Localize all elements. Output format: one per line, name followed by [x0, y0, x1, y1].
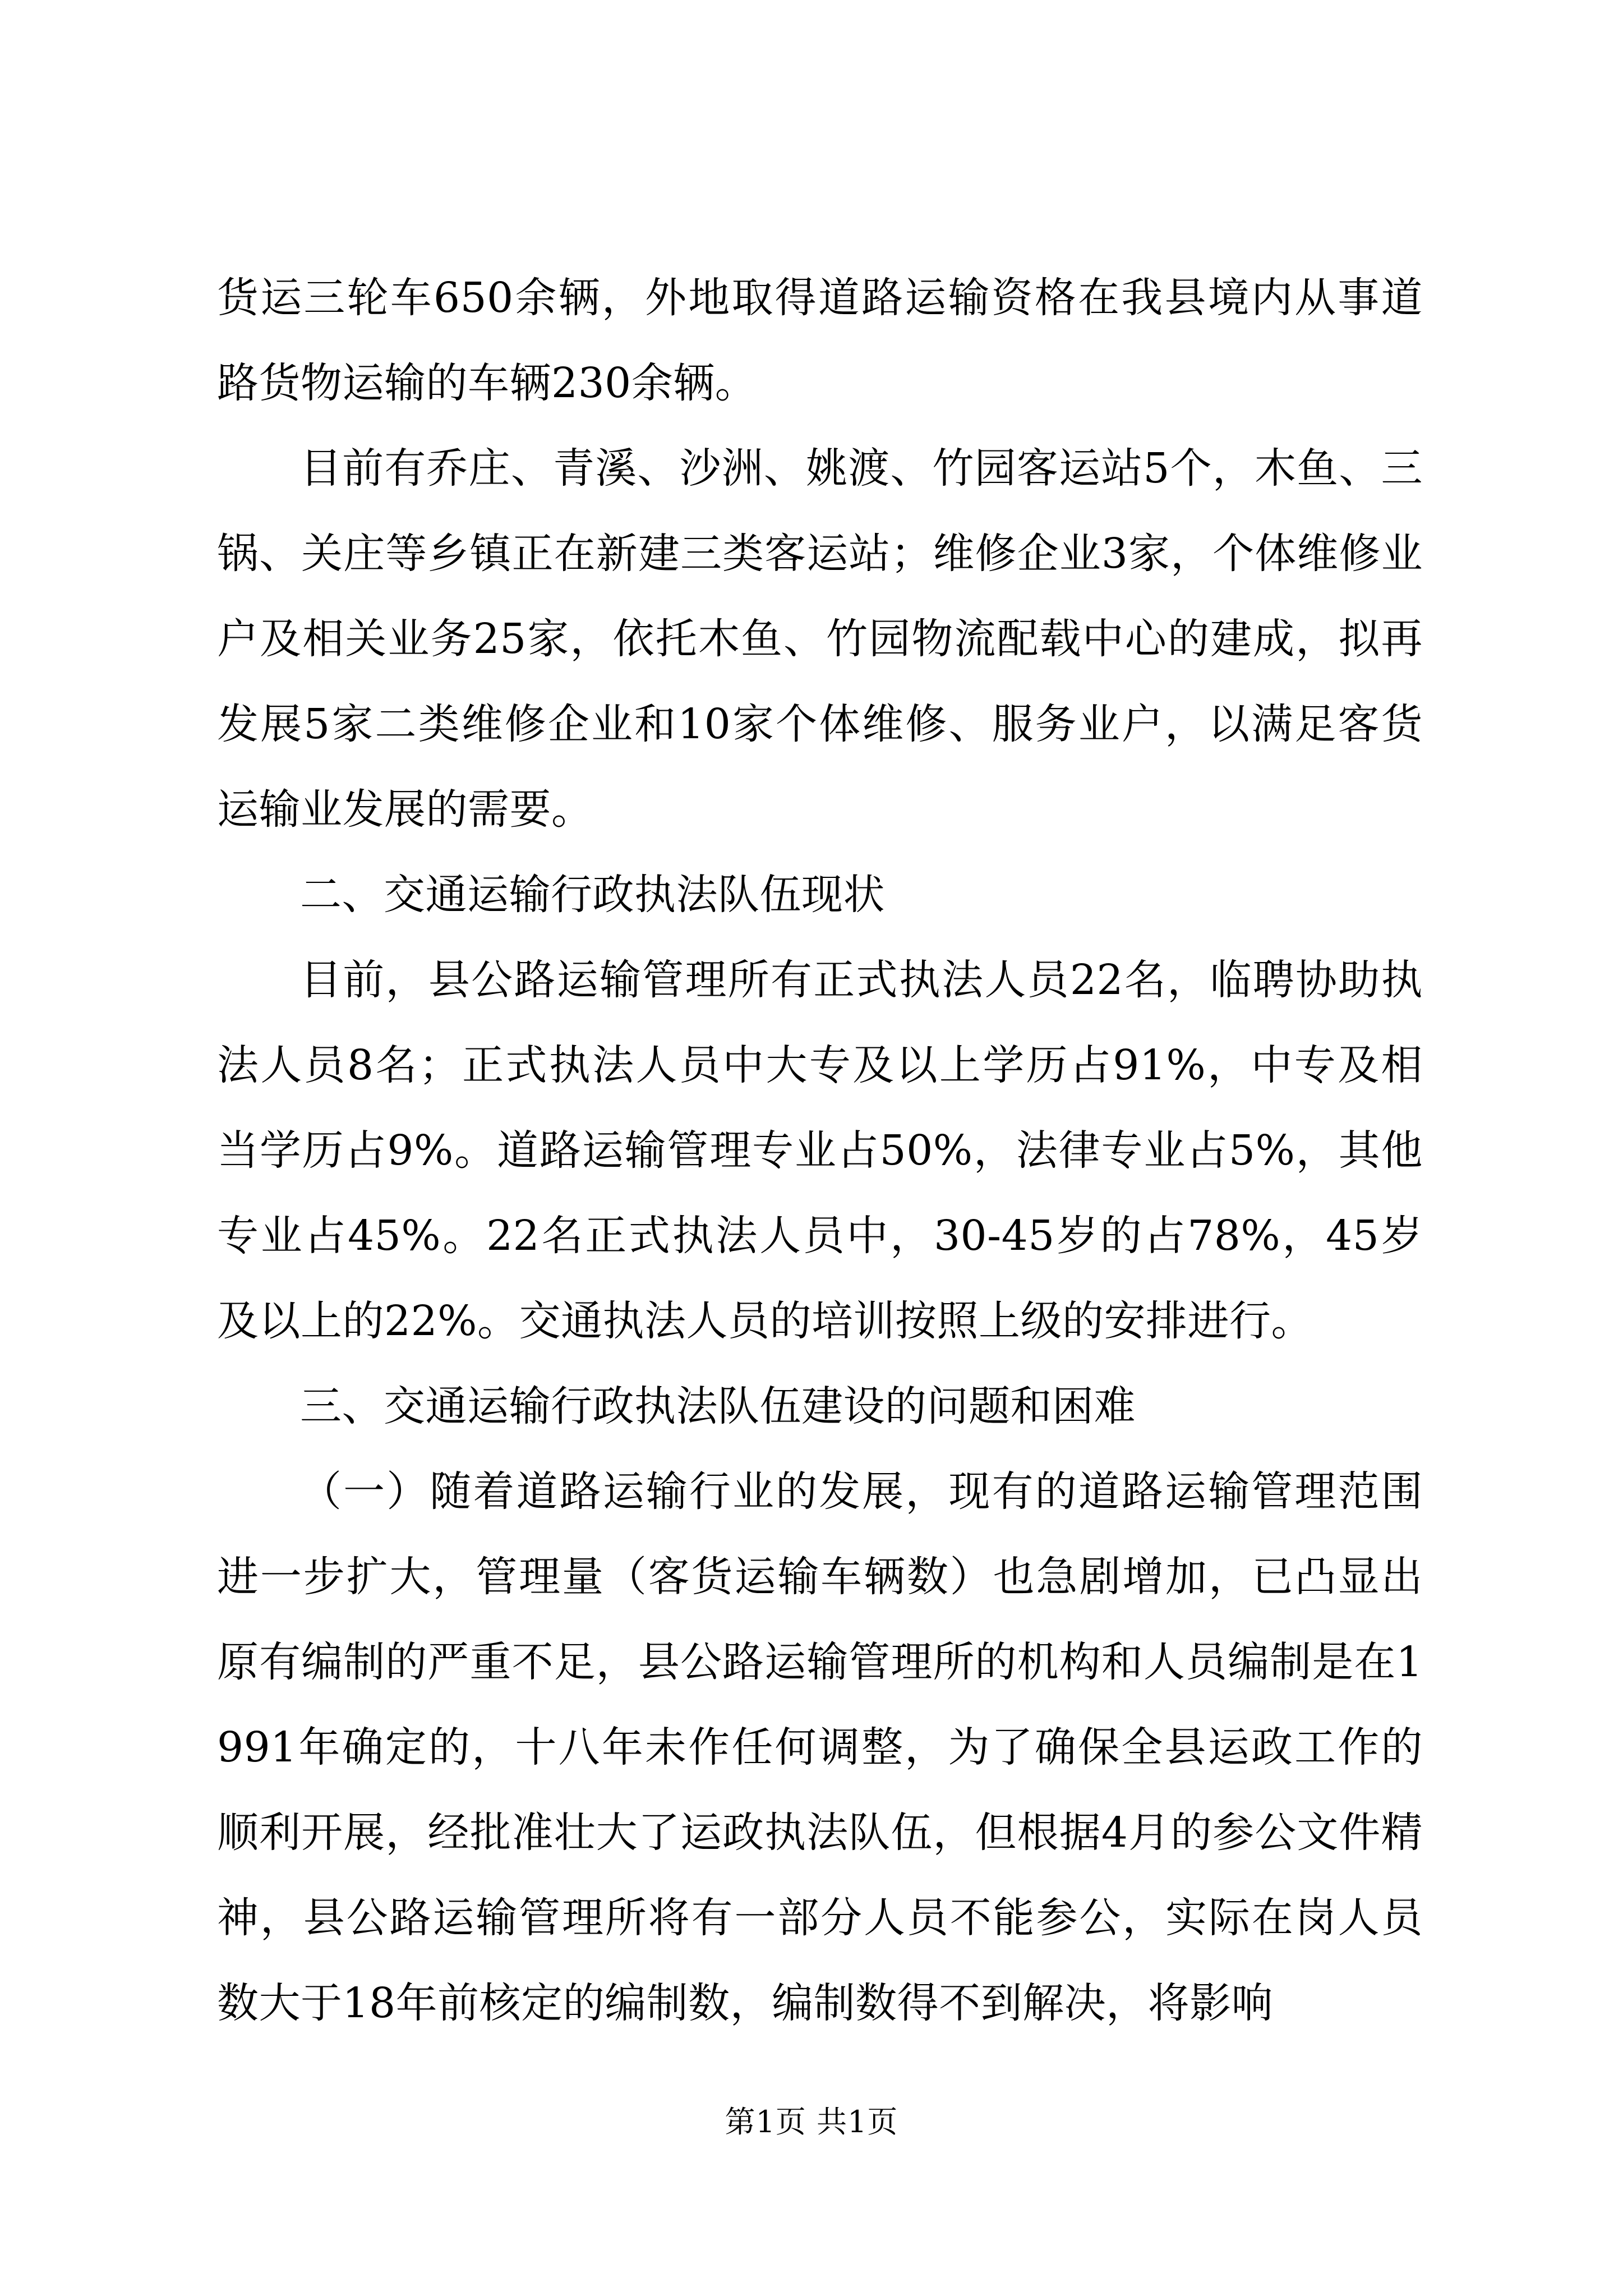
page-footer: 第1页 共1页 [725, 2104, 898, 2139]
document-body [217, 255, 1423, 2046]
paragraph-stations: 目前有乔庄、青溪、沙洲、姚渡、竹园客运站5个，木鱼、三锅、关庄等乡镇正在新建三类客运站；维修企业3家，个体维修业户及相关业务25家，依托木鱼、竹园物流配载中心的建成，拟再发展5家二类维修企业和10家个体维修、服务业户，以满足客货运输业发展的需要。 [217, 444, 1423, 834]
paragraph-continued: 货运三轮车650余辆，外地取得道路运输资格在我县境内从事道路货物运输的车辆230余辆。 [217, 274, 1423, 407]
section-heading-2: 二、交通运输行政执法队伍现状 [300, 871, 885, 919]
section-heading-3: 三、交通运输行政执法队伍建设的问题和困难 [300, 1382, 1136, 1430]
paragraph-staff-status: 目前，县公路运输管理所有正式执法人员22名，临聘协助执法人员8名；正式执法人员中大专及以上学历占91%，中专及相当学历占9%。道路运输管理专业占50%，法律专业占5%，其他专业占45%。22名正式执法人员中，30-45岁的占78%，45岁及以上的22%。交通执法人员的培训按照上级的安排进行。 [217, 956, 1423, 1345]
paragraph-problem-1: （一）随着道路运输行业的发展，现有的道路运输管理范围进一步扩大，管理量（客货运输车辆数）也急剧增加，已凸显出原有编制的严重不足，县公路运输管理所的机构和人员编制是在1991年确定的，十八年未作任何调整，为了确保全县运政工作的顺利开展，经批准壮大了运政执法队伍，但根据4月的参公文件精神，县公路运输管理所将有一部分人员不能参公，实际在岗人员数大于18年前核定的编制数，编制数得不到解决，将影响 [217, 1467, 1423, 2027]
